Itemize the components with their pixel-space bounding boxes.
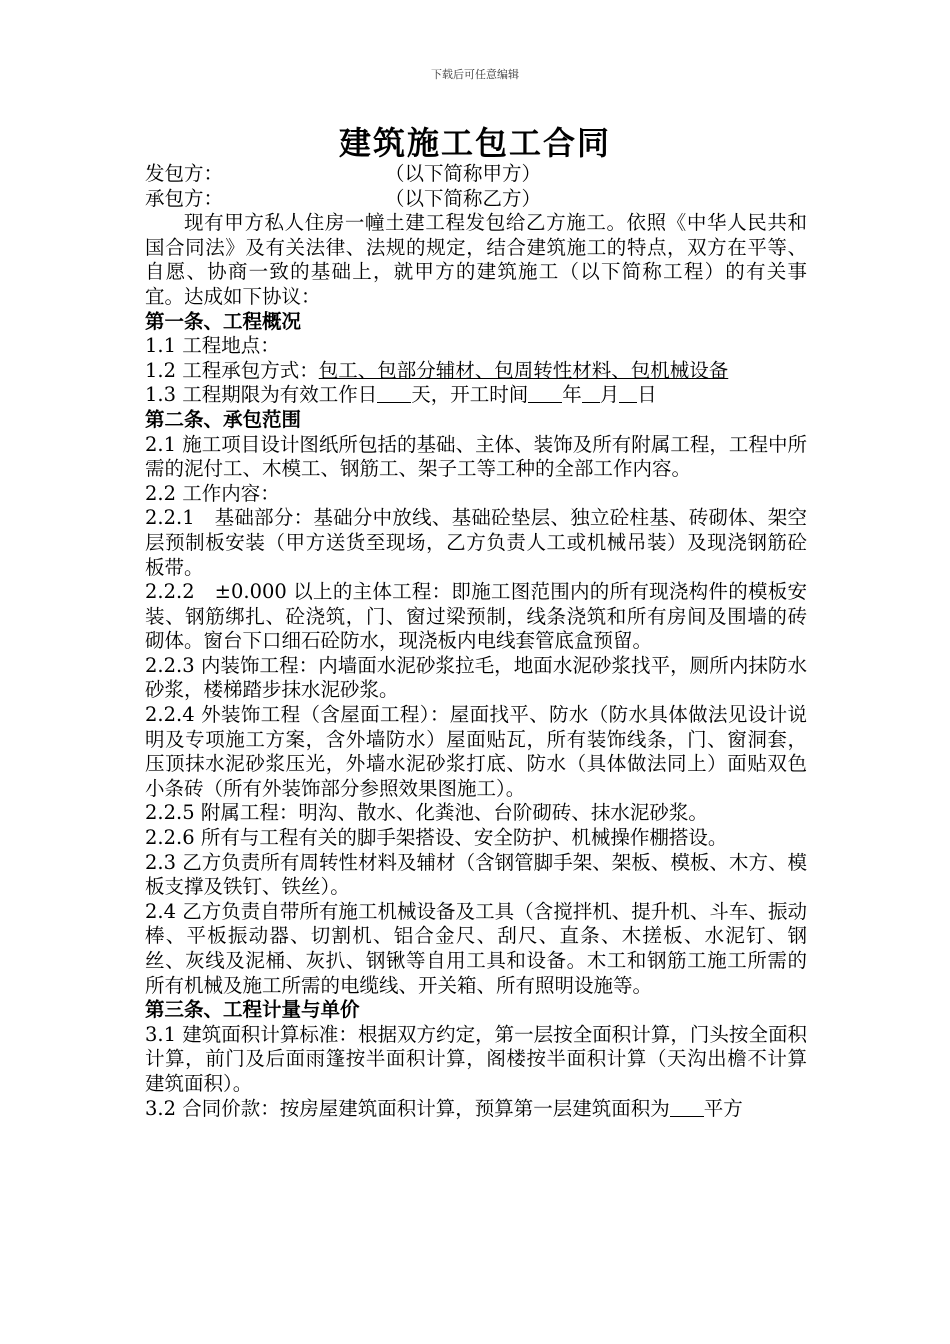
item-1-3-month: 月 — [599, 383, 620, 407]
party-b-line — [145, 187, 807, 212]
item-1-3-text-b: 天，开工时间 — [411, 383, 529, 407]
item-1-3-day: 日 — [637, 383, 657, 407]
item-2-2-4: 2.2.4 外装饰工程（含屋面工程）：屋面找平、防水（防水具体做法见设计说明及专项施工方案，含外墙防水）屋面贴瓦，所有装饰线条，门、窗洞套，压顶抹水泥砂浆压光，外墙水泥砂浆打底、防水（具体做法同上）面贴双色小条砖（所有外装饰部分参照效果图施工）。 — [145, 703, 807, 800]
item-1-2-label: 1.2 工程承包方式： — [145, 358, 319, 382]
item-2-2-3: 2.2.3 内装饰工程：内墙面水泥砂浆拉毛，地面水泥砂浆找平，厕所内抹防水砂浆，楼梯踏步抹水泥砂浆。 — [145, 653, 807, 702]
item-2-2-6: 2.2.6 所有与工程有关的脚手架搭设、安全防护、机械操作棚搭设。 — [145, 826, 728, 850]
blank-workdays[interactable] — [377, 384, 411, 403]
item-1-2 — [145, 359, 807, 384]
blank-area[interactable] — [670, 1098, 704, 1117]
item-3-2 — [145, 1097, 807, 1122]
party-a-note: （以下简称甲方） — [385, 162, 542, 185]
section-1-heading: 第一条、工程概况 — [145, 309, 302, 333]
section-3-heading: 第三条、工程计量与单价 — [145, 998, 360, 1022]
item-1-3-text-a: 1.3 工程期限为有效工作日 — [145, 383, 378, 407]
party-b-note: （以下简称乙方） — [385, 186, 542, 210]
blank-month[interactable] — [582, 384, 600, 403]
item-1-2-value: 包工、包部分辅材、包周转性材料、包机械设备 — [318, 358, 729, 382]
item-1-3 — [145, 383, 807, 408]
item-2-2-1: 2.2.1 基础部分：基础分中放线、基础砼垫层、独立砼柱基、砖砌体、架空层预制板安装（甲方送货至现场，乙方负责人工或机械吊装）及现浇钢筋砼板带。 — [145, 506, 807, 579]
item-1-1: 1.1 工程地点： — [145, 334, 280, 358]
item-3-2-text-a: 3.2 合同价款：按房屋建筑面积计算，预算第一层建筑面积为 — [145, 1096, 670, 1120]
item-2-2: 2.2 工作内容： — [145, 481, 280, 505]
item-3-1: 3.1 建筑面积计算标准：根据双方约定，第一层按全面积计算，门头按全面积计算，前门及后面雨篷按半面积计算，阁楼按半面积计算（天沟出檐不计算建筑面积）。 — [145, 1022, 807, 1095]
item-1-3-year: 年 — [562, 383, 582, 407]
item-2-1: 2.1 施工项目设计图纸所包括的基础、主体、装饰及所有附属工程，工程中所需的泥付工、木模工、钢筋工、架子工等工种的全部工作内容。 — [145, 432, 807, 481]
header-note: 下载后可任意编辑 — [431, 68, 519, 81]
item-2-4: 2.4 乙方负责自带所有施工机械设备及工具（含搅拌机、提升机、斗车、振动棒、平板振动器、切割机、铝合金尺、刮尺、直条、木搓板、水泥钉、钢丝、灰线及泥桶、灰扒、钢锹等自用工具和设备。木工和钢筋工施工所需的所有机械及施工所需的电缆线、开关箱、所有照明设施等。 — [145, 899, 807, 997]
section-2-heading: 第二条、承包范围 — [145, 407, 302, 431]
document-body — [145, 162, 807, 1121]
party-a-label: 发包方： — [145, 162, 224, 185]
intro-paragraph: 现有甲方私人住房一幢土建工程发包给乙方施工。依照《中华人民共和国合同法》及有关法律、法规的规定，结合建筑施工的特点，双方在平等、自愿、协商一致的基础上，就甲方的建筑施工（以下简称工程）的有关事宜。达成如下协议： — [145, 211, 807, 308]
blank-year[interactable] — [528, 384, 562, 403]
item-3-2-text-b: 平方 — [703, 1096, 743, 1120]
party-b-label: 承包方： — [145, 186, 224, 210]
document-title: 建筑施工包工合同 — [338, 124, 611, 162]
item-2-3: 2.3 乙方负责所有周转性材料及辅材（含钢管脚手架、架板、模板、木方、模板支撑及铁钉、铁丝）。 — [145, 850, 807, 899]
party-a-line — [145, 162, 807, 187]
blank-day[interactable] — [619, 384, 637, 403]
item-2-2-2: 2.2.2 ±0.000 以上的主体工程：即施工图范围内的所有现浇构件的模板安装、钢筋绑扎、砼浇筑，门、窗过梁预制，线条浇筑和所有房间及围墙的砖砌体。窗台下口细石砼防水，现浇板内电线套管底盒预留。 — [145, 580, 807, 653]
item-2-2-5: 2.2.5 附属工程：明沟、散水、化粪池、台阶砌砖、抹水泥砂浆。 — [145, 801, 708, 825]
